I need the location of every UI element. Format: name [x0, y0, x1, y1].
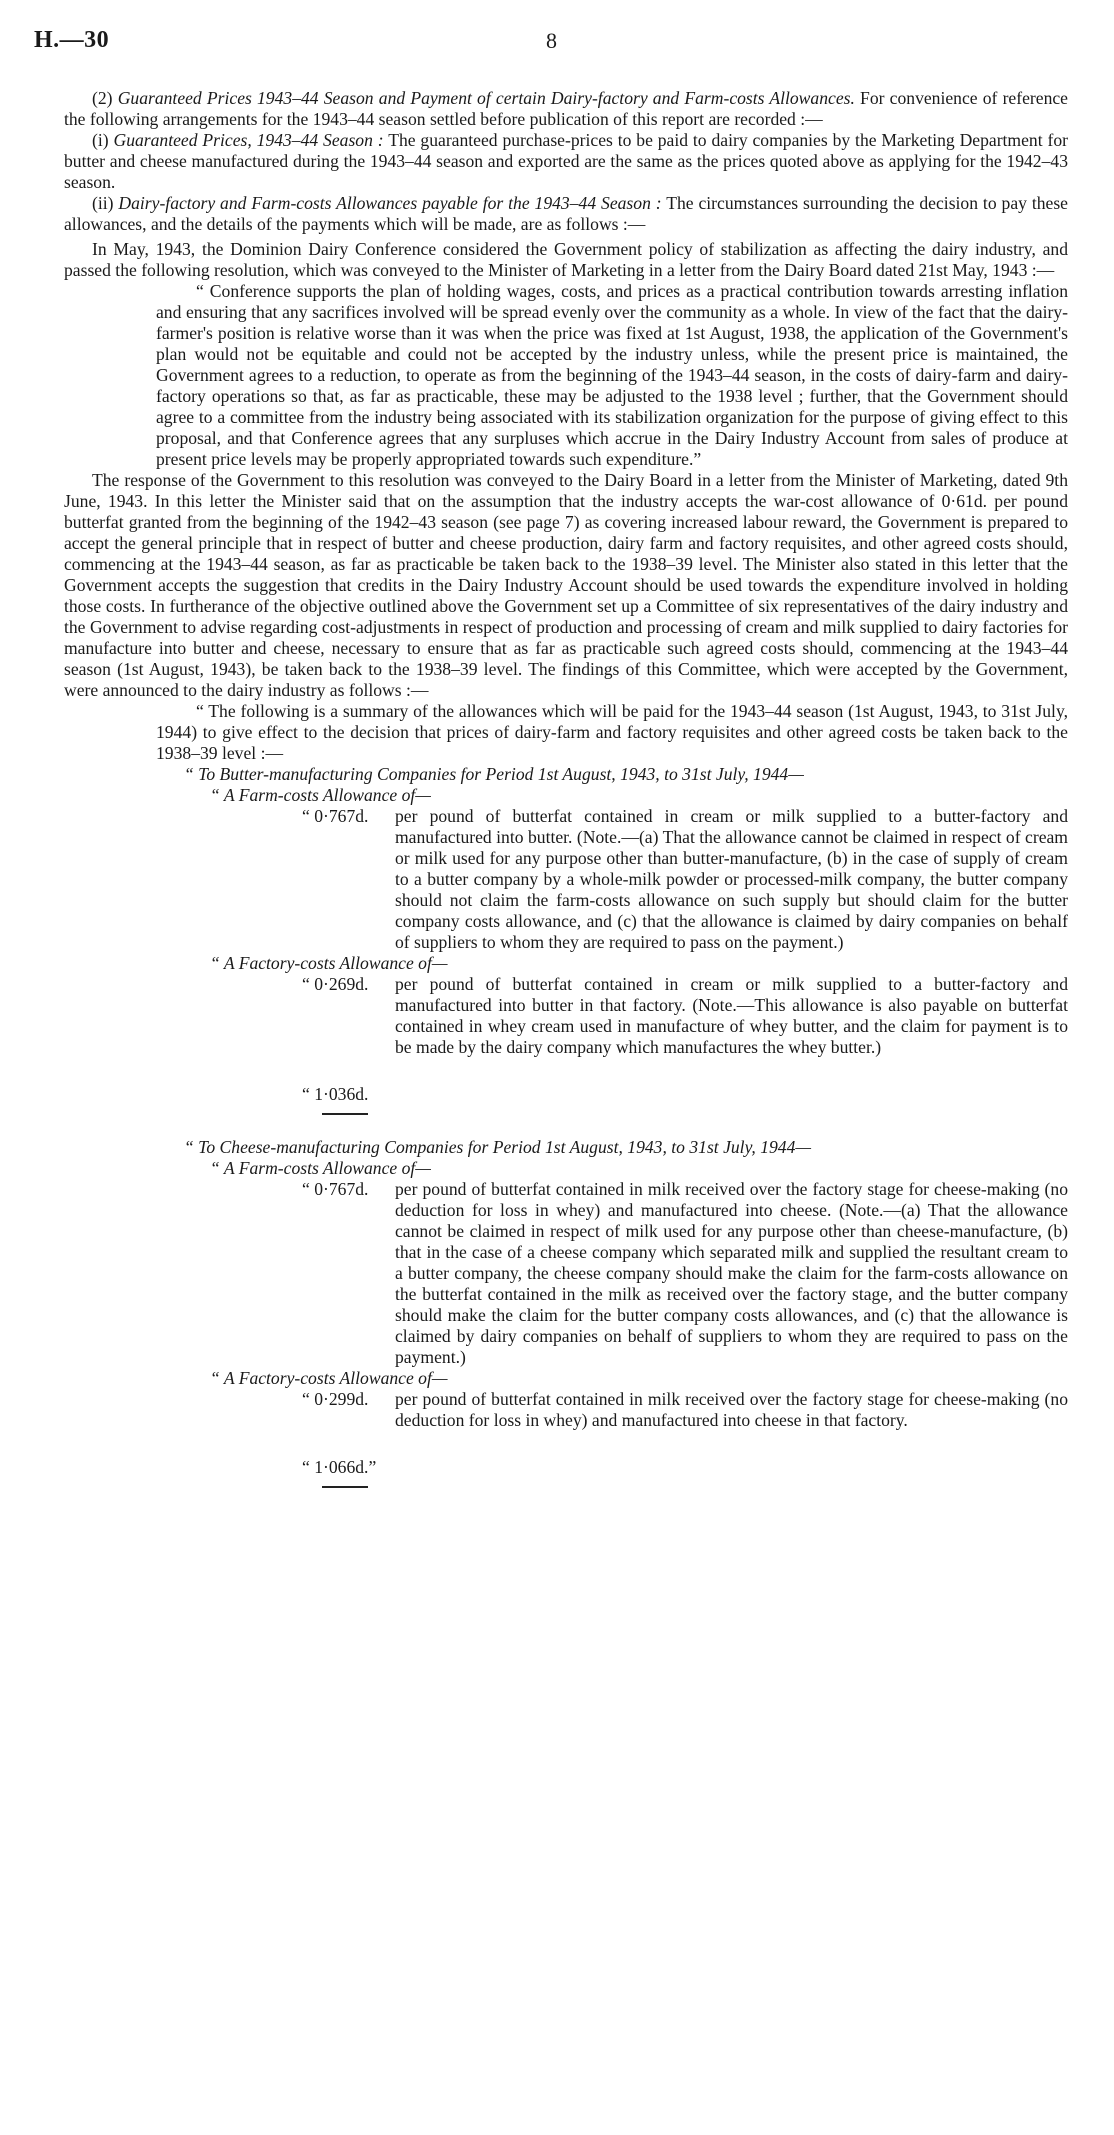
butter-factory-costs-heading: “ A Factory-costs Allowance of— [210, 953, 448, 973]
cheese-factory-costs-text: per pound of butterfat contained in milk received over the factory stage for cheese-making (no deduction for loss in whey) and manufactured into cheese in that factory. [395, 1389, 1068, 1430]
item-ii-title: Dairy-factory and Farm-costs Allowances payable for the 1943–44 Season : [118, 193, 662, 213]
item-i-title: Guaranteed Prices, 1943–44 Season : [113, 130, 384, 150]
document-body [64, 88, 1068, 1488]
cheese-factory-costs-amount: “ 0·299d. [302, 1389, 369, 1409]
section-2-title: Guaranteed Prices 1943–44 Season and Payment of certain Dairy-factory and Farm-costs Allowances. [117, 88, 855, 108]
may-1943-paragraph: In May, 1943, the Dominion Dairy Conference considered the Government policy of stabilization as affecting the dairy industry, and passed the following resolution, which was conveyed to the Minister of Marketing in a letter from the Dairy Board dated 21st May, 1943 :— [64, 239, 1068, 280]
butter-farm-costs-amount: “ 0·767d. [302, 806, 369, 826]
butter-farm-costs-heading: “ A Farm-costs Allowance of— [210, 785, 431, 805]
butter-farm-costs-item [302, 806, 1068, 953]
item-ii-paragraph [64, 193, 1068, 235]
item-i-text: The guaranteed purchase-prices to be paid to dairy companies by the Marketing Department for butter and cheese manufactured during the 1943–44 season and exported are the same as the prices quoted above as applying for the 1942–43 season. [64, 130, 1069, 192]
butter-factory-costs-item [302, 974, 1068, 1058]
cheese-farm-costs-heading: “ A Farm-costs Allowance of— [210, 1158, 431, 1178]
item-ii-text: The circumstances surrounding the decision to pay these allowances, and the details of the payments which will be made, are as follows :— [64, 193, 1068, 234]
section-2-paragraph [64, 88, 1068, 130]
section-2-number: (2) [92, 88, 118, 108]
butter-companies-heading: “ To Butter-manufacturing Companies for Period 1st August, 1943, to 31st July, 1944— [184, 764, 804, 784]
butter-total-amount: “ 1·036d. [302, 1084, 369, 1104]
cheese-farm-costs-amount: “ 0·767d. [302, 1179, 369, 1199]
cheese-factory-costs-heading: “ A Factory-costs Allowance of— [210, 1368, 448, 1388]
item-i-number: (i) [92, 130, 114, 150]
butter-factory-costs-amount: “ 0·269d. [302, 974, 369, 994]
conference-resolution-quote [156, 281, 1068, 470]
cheese-farm-costs-item [302, 1179, 1068, 1368]
butter-farm-costs-text: per pound of butterfat contained in cream or milk supplied to a butter-factory and manufactured into butter. (Note.—(a) That the allowance cannot be claimed in respect of cream or milk used for any purpose other than butter-manufacture, (b) in the case of supply of cream to a butter company by a whole-milk powder or processed-milk company, the butter company should not claim the farm-costs allowance on such supply but should claim for the butter company costs allowance, and (c) that the allowance is claimed by dairy companies on behalf of suppliers to whom they are required to pass on the payment.) [395, 806, 1068, 952]
allowances-summary-quote [156, 701, 1068, 764]
cheese-factory-costs-item [302, 1389, 1068, 1431]
cheese-total-rule [322, 1486, 368, 1488]
cheese-companies-heading: “ To Cheese-manufacturing Companies for Period 1st August, 1943, to 31st July, 1944— [184, 1137, 812, 1157]
resolution-text: “ Conference supports the plan of holding wages, costs, and prices as a practical contribution towards arresting inflation and ensuring that any sacrifices involved will be spread evenly over the community as a whole. In view of the fact that the dairy-farmer's position is relative worse than it was when the price was fixed at 1st August, 1938, the application of the Government's plan would not be equitable and could not be accepted by the industry unless, while the present price is maintained, the Government agrees to a reduction, to operate as from the beginning of the 1943–44 season, in the costs of dairy-farm and dairy-factory operations so that, as far as practicable, these may be adjusted to the 1938 level ; further, that the Government should agree to a committee from the industry being associated with its stabilization organization for the purpose of giving effect to this proposal, and that Conference agrees that any surpluses which accrue in the Dairy Industry Account from sales of produce at present price levels may be properly appropriated towards such expenditure.” [156, 281, 1068, 469]
butter-factory-costs-text: per pound of butterfat contained in cream or milk supplied to a butter-factory and manufactured into butter in that factory. (Note.—This allowance is also payable on butterfat contained in whey cream used in manufacture of whey butter, and the claim for payment is to be made by the dairy company which manufactures the whey butter.) [395, 974, 1068, 1057]
document-reference: H.—30 [34, 27, 110, 53]
page-number: 8 [546, 28, 557, 53]
cheese-total-amount: “ 1·066d.” [302, 1457, 377, 1477]
item-ii-number: (ii) [92, 193, 119, 213]
government-response-paragraph: The response of the Government to this resolution was conveyed to the Dairy Board in a letter from the Minister of Marketing, dated 9th June, 1943. In this letter the Minister said that on the assumption that the industry accepts the war-cost allowance of 0·61d. per pound butterfat granted from the beginning of the 1942–43 season (see page 7) as covering increased labour reward, the Government is prepared to accept the general principle that in respect of butter and cheese production, dairy farm and factory requisites, and other agreed costs should, commencing at the 1943–44 season, as far as practicable be taken back to the 1938–39 level. The Minister also stated in this letter that the Government accepts the suggestion that credits in the Dairy Industry Account should be used towards the expenditure involved in holding those costs. In furtherance of the objective outlined above the Government set up a Committee of six representatives of the dairy industry and the Government to advise regarding cost-adjustments in respect of production and processing of cream and milk supplied to dairy factories for manufacture into butter and cheese, necessary to ensure that as far as practicable such agreed costs should, commencing at the 1943–44 season (1st August, 1943), be taken back to the 1938–39 level. The findings of this Committee, which were accepted by the Government, were announced to the dairy industry as follows :— [64, 470, 1068, 700]
summary-text: “ The following is a summary of the allowances which will be paid for the 1943–44 season (1st August, 1943, to 31st July, 1944) to give effect to the decision that prices of dairy-farm and factory requisites and other agreed costs be taken back to the 1938–39 level :— [156, 701, 1068, 763]
section-2-text: For convenience of reference the following arrangements for the 1943–44 season settled before publication of this report are recorded :— [64, 88, 1068, 129]
cheese-farm-costs-text: per pound of butterfat contained in milk received over the factory stage for cheese-making (no deduction for loss in whey) and manufactured into cheese. (Note.—(a) That the allowance cannot be claimed in respect of milk used for any purpose other than cheese-manufacture, (b) that in the case of a cheese company which separated milk and supplied the resultant cream to a butter company, the cheese company should make the claim for the farm-costs allowance on the butterfat contained in the milk as received over the factory stage, and the butter company should make the claim for the butter company costs allowances, and (c) that the allowance is claimed by dairy companies on behalf of suppliers to whom they are required to pass on the payment.) [395, 1179, 1068, 1367]
item-i-paragraph [64, 130, 1068, 193]
